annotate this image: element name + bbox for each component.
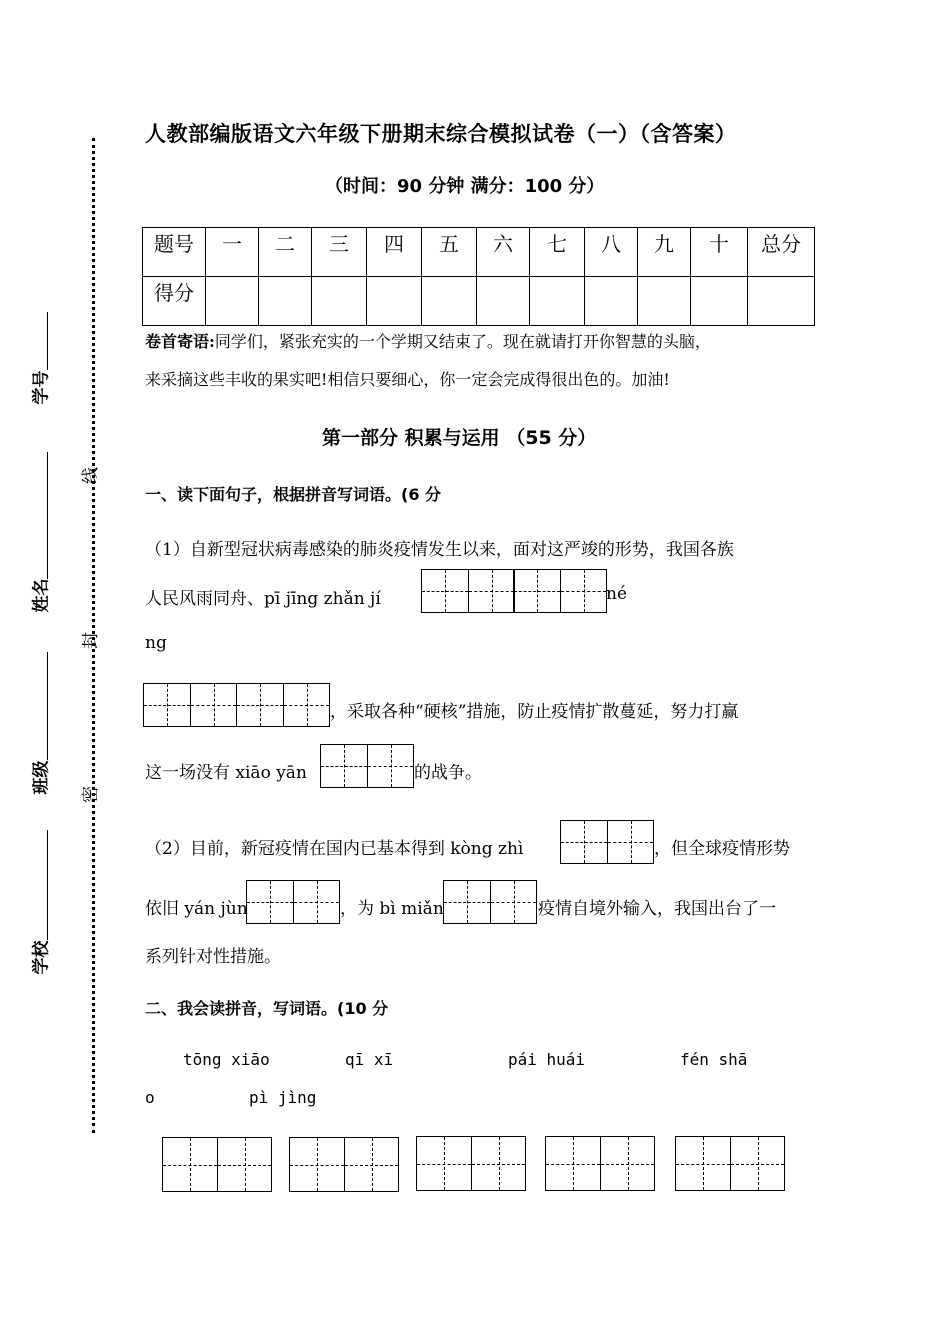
score-input-cell[interactable] — [477, 277, 530, 326]
score-input-cell[interactable] — [638, 277, 691, 326]
exam-info: （时间：90 分钟 满分：100 分） — [325, 176, 605, 197]
q2-pinyin-wrap: o — [145, 1088, 155, 1107]
table-cell: 九 — [638, 228, 691, 277]
table-cell: 二 — [259, 228, 312, 277]
q1-s1-line4: ，采取各种“硬核”措施，防止疫情扩散蔓延，努力打赢 — [330, 702, 739, 722]
answer-box-5[interactable] — [246, 880, 340, 924]
table-cell: 一 — [206, 228, 259, 277]
table-cell: 题号 — [143, 228, 206, 277]
q1-s1-line2a: 人民风雨同舟、pī jīng zhǎn jí — [145, 589, 381, 609]
table-cell: 总分 — [748, 228, 815, 277]
q2-heading: 二、我会读拼音，写词语。(10 分 — [145, 999, 389, 1018]
class-blank — [47, 652, 48, 760]
answer-box-q2-3[interactable] — [416, 1136, 526, 1191]
score-input-cell[interactable] — [367, 277, 422, 326]
table-cell: 五 — [422, 228, 477, 277]
school-label: 学校 — [31, 940, 52, 975]
class-label: 班级 — [31, 760, 52, 795]
q2-pinyin-5: pì jìng — [249, 1088, 317, 1107]
score-table — [142, 227, 815, 326]
score-input-cell[interactable] — [259, 277, 312, 326]
score-input-cell[interactable] — [585, 277, 638, 326]
seal-char-line: 线 — [81, 467, 101, 484]
q1-s2-line1b: ，但全球疫情形势 — [654, 839, 790, 859]
q1-s2-line2c: 疫情自境外输入，我国出台了一 — [538, 899, 776, 919]
seal-char-close: 密 — [81, 786, 101, 803]
score-table-header-row — [143, 228, 815, 277]
table-cell: 四 — [367, 228, 422, 277]
answer-box-3[interactable] — [320, 744, 414, 788]
score-input-cell[interactable] — [422, 277, 477, 326]
q1-s2-line1a: （2）目前，新冠疫情在国内已基本得到 kòng zhì — [145, 839, 524, 859]
score-input-cell[interactable] — [748, 277, 815, 326]
part1-heading: 第一部分 积累与运用 （55 分） — [322, 427, 597, 449]
q1-s2-line3: 系列针对性措施。 — [145, 947, 281, 967]
answer-box-2b[interactable] — [236, 683, 330, 727]
q1-s1-line5b: 的战争。 — [414, 763, 482, 783]
q2-pinyin-3: pái huái — [508, 1050, 586, 1069]
seal-char-seal: 封 — [81, 632, 101, 649]
q1-heading: 一、读下面句子，根据拼音写词语。(6 分 — [145, 485, 442, 504]
answer-box-4[interactable] — [560, 820, 654, 864]
table-cell: 得分 — [143, 277, 206, 326]
preface-label: 卷首寄语: — [145, 332, 215, 351]
answer-box-q2-4[interactable] — [545, 1136, 655, 1191]
score-input-cell[interactable] — [691, 277, 748, 326]
answer-box-q2-2[interactable] — [289, 1137, 399, 1192]
name-label: 姓名 — [31, 578, 52, 613]
score-input-cell[interactable] — [530, 277, 585, 326]
page-title: 人教部编版语文六年级下册期末综合模拟试卷（一）（含答案） — [145, 122, 737, 146]
score-input-cell[interactable] — [312, 277, 367, 326]
answer-box-q2-1[interactable] — [162, 1137, 272, 1192]
preface-text-1: 同学们，紧张充实的一个学期又结束了。现在就请打开你智慧的头脑， — [214, 332, 711, 351]
student-no-blank — [47, 312, 48, 370]
score-table-score-row — [143, 277, 815, 326]
table-cell: 十 — [691, 228, 748, 277]
q1-s1-line1: （1）自新型冠状病毒感染的肺炎疫情发生以来，面对这严竣的形势，我国各族 — [145, 540, 734, 560]
q1-s1-line3: ng — [145, 633, 167, 653]
q2-pinyin-2: qī xī — [345, 1050, 394, 1069]
answer-box-1b[interactable] — [513, 569, 607, 613]
table-cell: 六 — [477, 228, 530, 277]
answer-box-q2-5[interactable] — [675, 1136, 785, 1191]
student-no-label: 学号 — [31, 370, 52, 405]
q1-s1-line5a: 这一场没有 xiāo yān — [145, 763, 307, 783]
q2-pinyin-1: tōng xiāo — [183, 1050, 270, 1069]
q1-s2-line2b: ，为 bì miǎn — [340, 899, 444, 919]
answer-box-1a[interactable] — [421, 569, 515, 613]
table-cell: 三 — [312, 228, 367, 277]
q1-s1-line2b: né — [606, 584, 628, 604]
preface — [145, 327, 815, 395]
answer-box-6[interactable] — [443, 880, 537, 924]
q2-pinyin-4: fén shā — [680, 1050, 748, 1069]
answer-box-2a[interactable] — [143, 683, 237, 727]
name-blank — [47, 452, 48, 579]
score-input-cell[interactable] — [206, 277, 259, 326]
table-cell: 八 — [585, 228, 638, 277]
q1-s2-line2a: 依旧 yán jùn — [145, 899, 248, 919]
table-cell: 七 — [530, 228, 585, 277]
school-blank — [47, 830, 48, 940]
preface-text-2: 来采摘这些丰收的果实吧!相信只要细心，你一定会完成得很出色的。加油! — [145, 370, 670, 389]
